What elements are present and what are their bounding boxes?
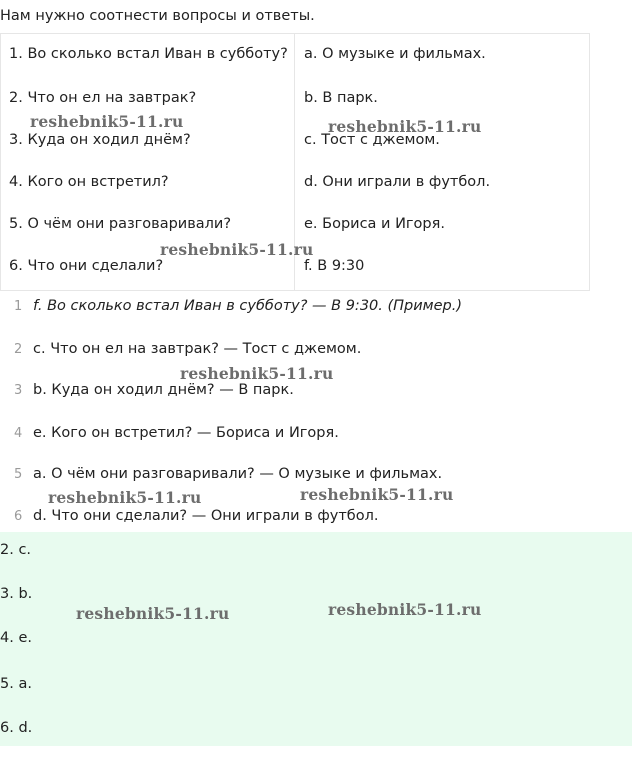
- answer-number: 6: [14, 509, 23, 524]
- answer-cell: b. В парк.: [304, 90, 378, 106]
- answer-item: [0, 341, 600, 361]
- answer-item: [0, 298, 600, 318]
- watermark-text: reshebnik5-11.ru: [160, 240, 314, 259]
- question-cell: 1. Во сколько встал Иван в субботу?: [9, 46, 288, 62]
- answer-item: [0, 425, 600, 445]
- watermark-text: reshebnik5-11.ru: [328, 117, 482, 136]
- answer-text: c. Что он ел на завтрак? — Тост с джемом.: [33, 341, 362, 357]
- summary-item: 3. b.: [0, 586, 33, 602]
- answer-item: [0, 382, 600, 402]
- answer-number: 3: [14, 383, 23, 398]
- question-cell: 5. О чём они разговаривали?: [9, 216, 232, 232]
- table-row: [1, 46, 591, 87]
- summary-item: 5. a.: [0, 676, 32, 692]
- question-cell: 2. Что он ел на завтрак?: [9, 90, 197, 106]
- answer-text: f. Во сколько встал Иван в субботу? — В 9:30. (Пример.): [33, 298, 463, 314]
- question-cell: 3. Куда он ходил днём?: [9, 132, 191, 148]
- table-row: [1, 174, 591, 215]
- answer-cell: a. О музыке и фильмах.: [304, 46, 486, 62]
- answer-number: 2: [14, 342, 23, 357]
- answer-text: a. О чём они разговаривали? — О музыке и фильмах.: [33, 466, 443, 482]
- watermark-text: reshebnik5-11.ru: [328, 600, 482, 619]
- answer-cell: f. В 9:30: [304, 258, 365, 274]
- answer-text: e. Кого он встретил? — Бориса и Игоря.: [33, 425, 339, 441]
- watermark-text: reshebnik5-11.ru: [180, 364, 334, 383]
- answer-number: 1: [14, 299, 23, 314]
- answer-cell: e. Бориса и Игоря.: [304, 216, 445, 232]
- watermark-text: reshebnik5-11.ru: [48, 488, 202, 507]
- summary-item: 4. e.: [0, 630, 32, 646]
- answer-summary-box: [0, 532, 632, 746]
- answer-number: 4: [14, 426, 23, 441]
- watermark-text: reshebnik5-11.ru: [30, 112, 184, 131]
- watermark-text: reshebnik5-11.ru: [300, 485, 454, 504]
- answer-text: d. Что они сделали? — Они играли в футбол.: [33, 508, 379, 524]
- summary-item: 6. d.: [0, 720, 33, 736]
- table-row: [1, 258, 591, 299]
- watermark-text: reshebnik5-11.ru: [76, 604, 230, 623]
- task-instruction: Нам нужно соотнести вопросы и ответы.: [0, 8, 315, 24]
- answer-item: [0, 508, 600, 528]
- table-row: [1, 132, 591, 173]
- answer-item: [0, 466, 600, 486]
- answer-text: b. Куда он ходил днём? — В парк.: [33, 382, 294, 398]
- question-cell: 6. Что они сделали?: [9, 258, 164, 274]
- answer-cell: c. Тост с джемом.: [304, 132, 440, 148]
- answer-number: 5: [14, 467, 23, 482]
- summary-item: 2. c.: [0, 542, 32, 558]
- question-cell: 4. Кого он встретил?: [9, 174, 169, 190]
- answer-cell: d. Они играли в футбол.: [304, 174, 491, 190]
